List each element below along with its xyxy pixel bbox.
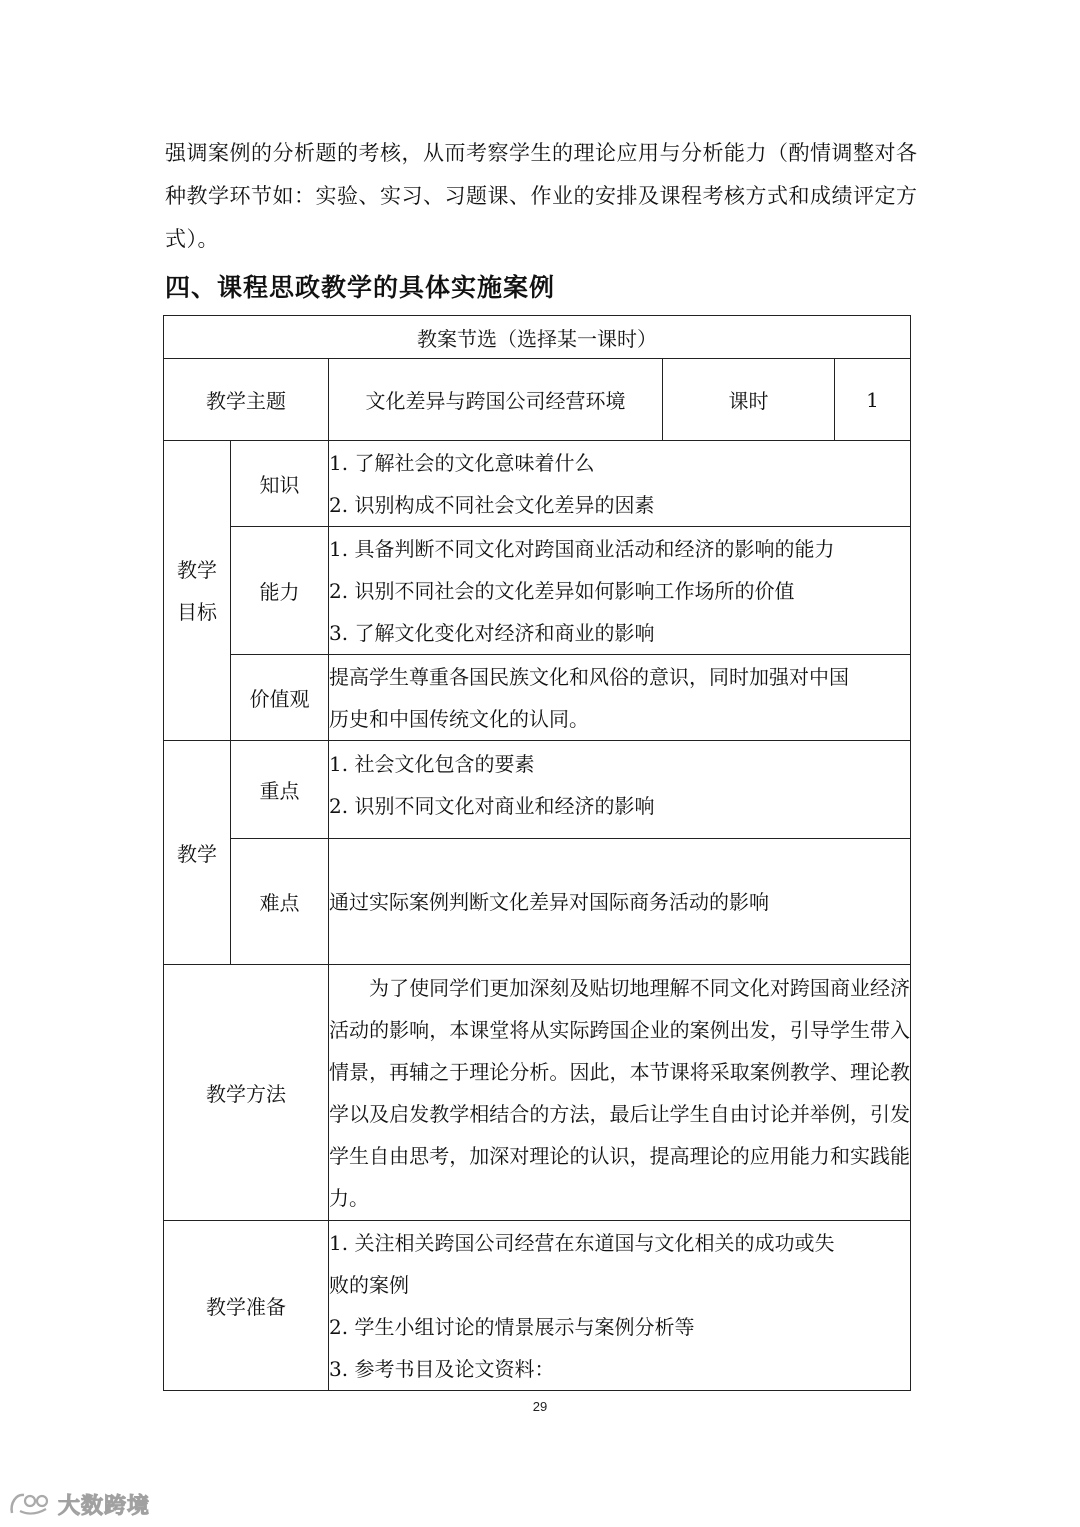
list-item: 3. 了解文化变化对经济和商业的影响 [329, 620, 655, 645]
topic-label: 教学主题 [164, 359, 329, 441]
list-item: 败的案例 [329, 1272, 409, 1297]
intro-paragraph [165, 132, 925, 261]
key-points-label: 重点 [231, 741, 329, 839]
watermark-logo-icon [8, 1489, 54, 1519]
values-label: 价值观 [231, 655, 329, 741]
page-number: 29 [532, 1399, 548, 1414]
method-label: 教学方法 [164, 965, 329, 1221]
list-item: 1. 具备判断不同文化对跨国商业活动和经济的影响的能力 [329, 536, 835, 561]
values-content [329, 655, 911, 741]
difficulty-label: 难点 [231, 839, 329, 965]
list-item: 1. 了解社会的文化意味着什么 [329, 450, 595, 475]
method-paragraph: 为了使同学们更加深刻及贴切地理解不同文化对跨国商业经济活动的影响，本课堂将从实际跨国企业的案例出发，引导学生带入情景，再辅之于理论分析。因此，本节课将采取案例教学、理论教学以及启发教学相结合的方法，最后让学生自由讨论并举例，引发学生自由思考，加深对理论的认识，提高理论的应用能力和实践能力。 [329, 975, 911, 1210]
list-item: 2. 识别不同社会的文化差异如何影响工作场所的价值 [329, 578, 795, 603]
goals-label-line: 教学 [177, 557, 217, 582]
ability-content [329, 527, 911, 655]
prep-content [329, 1221, 911, 1391]
list-item: 1. 社会文化包含的要素 [329, 752, 535, 776]
intro-line: 式）。 [165, 227, 219, 251]
list-item: 2. 识别不同文化对商业和经济的影响 [329, 794, 655, 818]
difficulty-content: 通过实际案例判断文化差异对国际商务活动的影响 [329, 839, 911, 965]
teaching-label: 教学 [164, 741, 231, 965]
knowledge-label: 知识 [231, 441, 329, 527]
key-points-content [329, 741, 911, 839]
section-heading: 四、课程思政教学的具体实施案例 [165, 273, 556, 302]
watermark-text: 大数跨境 [58, 1493, 151, 1519]
hours-label: 课时 [663, 359, 835, 441]
lesson-plan-table [163, 315, 911, 1391]
list-item: 1. 关注相关跨国公司经营在东道国与文化相关的成功或失 [329, 1230, 835, 1255]
text-line: 历史和中国传统文化的认同。 [329, 706, 589, 731]
topic-value: 文化差异与跨国公司经营环境 [329, 359, 663, 441]
knowledge-content [329, 441, 911, 527]
ability-label: 能力 [231, 527, 329, 655]
prep-label: 教学准备 [164, 1221, 329, 1391]
list-item: 2. 学生小组讨论的情景展示与案例分析等 [329, 1314, 695, 1339]
goals-label-line: 目标 [177, 599, 217, 624]
text-line: 提高学生尊重各国民族文化和风俗的意识，同时加强对中国 [329, 664, 849, 689]
watermark [8, 1486, 150, 1522]
list-item: 2. 识别构成不同社会文化差异的因素 [329, 492, 655, 517]
intro-line: 强调案例的分析题的考核，从而考察学生的理论应用与分析能力（酌情调整对各 [165, 141, 918, 165]
method-content [329, 965, 911, 1221]
table-caption: 教案节选（选择某一课时） [164, 316, 911, 359]
hours-value: 1 [835, 359, 911, 441]
list-item: 3. 参考书目及论文资料： [329, 1356, 555, 1381]
intro-line: 种教学环节如：实验、实习、习题课、作业的安排及课程考核方式和成绩评定方 [165, 184, 918, 208]
goals-label [164, 441, 231, 741]
